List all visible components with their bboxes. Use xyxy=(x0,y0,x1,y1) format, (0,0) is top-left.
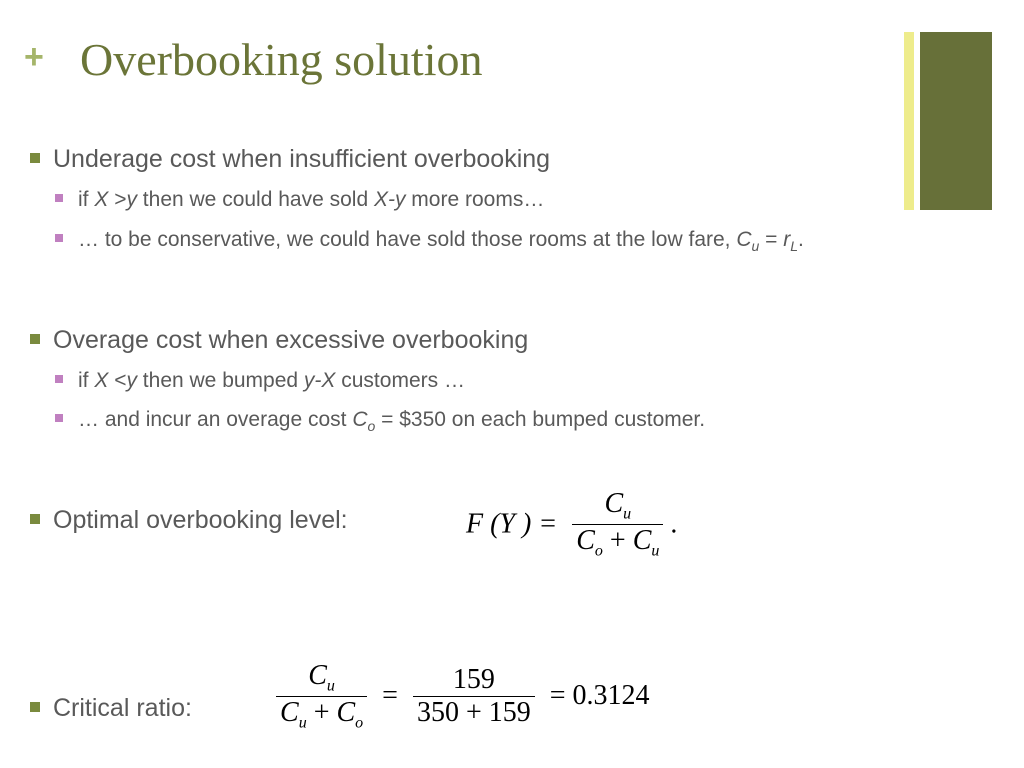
text-fragment: = $350 on each bumped customer. xyxy=(375,408,706,431)
optimal-formula xyxy=(466,488,677,561)
formula-result: = 0.3124 xyxy=(549,680,650,712)
var-sub: u xyxy=(326,677,335,695)
var-sub: u xyxy=(298,714,307,732)
text-fragment: … to be conservative, we could have sold those rooms at the low fare, xyxy=(78,228,737,251)
optimal-heading: Optimal overbooking level: xyxy=(53,506,348,534)
var-c: C xyxy=(576,525,595,557)
text-fragment: more rooms… xyxy=(405,188,545,211)
equals-sign: = xyxy=(382,680,398,712)
plus-sign: + xyxy=(602,525,633,557)
critical-formula xyxy=(276,660,650,733)
text-fragment: … and incur an overage cost xyxy=(78,408,353,431)
bullet-underage-line2 xyxy=(55,228,804,254)
var-x: X xyxy=(94,369,109,392)
var-c: C xyxy=(308,660,327,691)
bullet-overage-line1 xyxy=(55,369,465,393)
bullet-overage-line2 xyxy=(55,408,705,434)
fraction-denominator: 350 + 159 xyxy=(416,697,531,729)
bullet-optimal xyxy=(30,506,348,535)
var-y: y xyxy=(126,188,137,211)
var-c: C xyxy=(280,697,299,729)
bullet-overage xyxy=(30,326,528,355)
var-y-minus-x: y-X xyxy=(303,369,336,392)
sub-bullet-square-icon xyxy=(55,414,63,422)
text-fragment: if xyxy=(78,369,95,392)
fraction-denominator xyxy=(572,525,663,561)
var-sub: o xyxy=(594,542,603,560)
bullet-square-icon xyxy=(30,153,40,163)
sub-bullet-square-icon xyxy=(55,375,63,383)
formula-period: . xyxy=(670,508,678,540)
formula-lhs: F (Y ) = xyxy=(466,508,558,540)
sub-bullet-square-icon xyxy=(55,194,63,202)
var-x-minus-y: X-y xyxy=(373,188,406,211)
slide-title: Overbooking solution xyxy=(80,34,483,85)
var-c: C xyxy=(736,228,752,251)
var-c: C xyxy=(632,525,652,557)
var-sub: u xyxy=(623,505,632,523)
text-fragment: . xyxy=(798,228,804,251)
var-sub: o xyxy=(355,714,364,732)
fraction-numerator xyxy=(276,660,367,696)
bullet-critical xyxy=(30,694,192,723)
formula-fraction xyxy=(276,660,367,733)
text-fragment: < xyxy=(108,369,127,392)
var-y: y xyxy=(126,369,137,392)
var-c-sub: u xyxy=(751,238,760,255)
var-c: C xyxy=(604,488,624,519)
decorative-bar-light xyxy=(904,32,914,210)
var-sub: u xyxy=(651,542,660,560)
fraction-numerator: 159 xyxy=(452,663,495,695)
fraction-numerator xyxy=(572,488,663,524)
fraction-denominator xyxy=(276,697,367,733)
critical-heading: Critical ratio: xyxy=(53,694,192,722)
sub-bullet-square-icon xyxy=(55,234,63,242)
title-plus-icon: + xyxy=(24,38,44,76)
var-r-sub: L xyxy=(790,238,799,255)
var-c-sub: o xyxy=(367,418,376,435)
bullet-square-icon xyxy=(30,702,40,712)
var-r: r xyxy=(783,228,791,251)
bullet-underage-line1 xyxy=(55,188,544,212)
formula-fraction xyxy=(572,488,663,561)
bullet-square-icon xyxy=(30,514,40,524)
text-fragment: customers … xyxy=(335,369,465,392)
text-fragment: = xyxy=(759,228,784,251)
text-fragment: if xyxy=(78,188,95,211)
overage-heading: Overage cost when excessive overbooking xyxy=(53,326,529,354)
bullet-underage xyxy=(30,145,550,174)
underage-heading: Underage cost when insufficient overbooking xyxy=(53,145,551,173)
bullet-square-icon xyxy=(30,334,40,344)
text-fragment: then we could have sold xyxy=(136,188,374,211)
text-fragment: > xyxy=(108,188,127,211)
formula-fraction-numeric xyxy=(413,664,535,730)
decorative-bar-dark xyxy=(920,32,992,210)
var-c: C xyxy=(336,697,356,729)
plus-sign: + xyxy=(306,697,337,729)
var-c: C xyxy=(352,408,368,431)
var-x: X xyxy=(94,188,109,211)
text-fragment: then we bumped xyxy=(136,369,304,392)
